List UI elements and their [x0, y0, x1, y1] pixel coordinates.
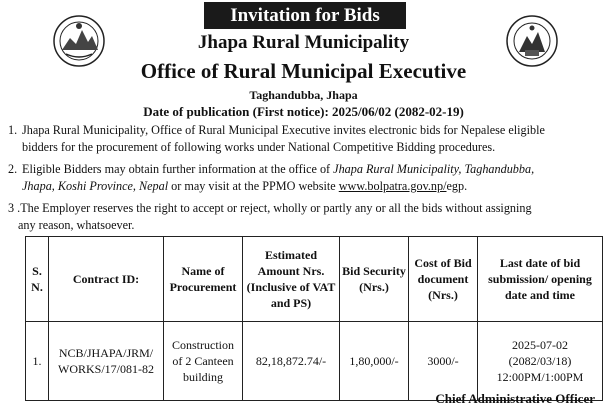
header-contract-id: Contract ID: — [49, 237, 164, 322]
table-header-row — [26, 237, 603, 322]
signature: Chief Administrative Officer — [435, 391, 595, 406]
header-cost: Cost of Bid document (Nrs.) — [409, 237, 478, 322]
office-location: Jhapa Rural Municipality, Taghandubba, — [333, 162, 535, 176]
date-bs: (2082/03/18) — [508, 354, 572, 368]
ppmo-website-link[interactable]: www.bolpatra.gov.np/ — [338, 179, 447, 193]
paragraph-2 — [8, 161, 603, 195]
notice-banner: Invitation for Bids — [204, 2, 406, 29]
date-ad: 2025-07-02 — [512, 338, 568, 352]
cell-name: Construction of 2 Canteen building — [164, 322, 243, 401]
paragraph-text: any reason, whatsoever. — [18, 218, 135, 232]
header-name: Name of Procurement — [164, 237, 243, 322]
header-security: Bid Security (Nrs.) — [340, 237, 409, 322]
cell-contract-id: NCB/JHAPA/JRM/ WORKS/17/081-82 — [49, 322, 164, 401]
paragraph-1 — [8, 122, 603, 156]
table-row — [26, 322, 603, 401]
cell-cost: 3000/- — [409, 322, 478, 401]
cell-estimated: 82,18,872.74/- — [243, 322, 340, 401]
paragraph-text: or may visit at the PPMO website — [168, 179, 339, 193]
office-title: Office of Rural Municipal Executive — [140, 59, 467, 83]
paragraph-text: .The Employer reserves the right to accept or reject, wholly or partly any or all the bids without assigning — [14, 201, 532, 215]
paragraph-3 — [8, 200, 603, 234]
time-range: 12:00PM/1:00PM — [496, 370, 584, 384]
paragraph-text: Jhapa Rural Municipality, Office of Rural Municipal Executive invites electronic bids for Nepalese eligible — [22, 123, 545, 137]
paragraph-number: 1. — [8, 123, 18, 137]
paragraph-text: bidders for the procurement of following works under National Competitive Bidding procedures. — [22, 140, 496, 154]
cell-date — [478, 322, 603, 401]
paragraph-number: 2. — [8, 162, 18, 176]
paragraph-number: 3 — [8, 201, 15, 215]
header-sn: S. N. — [26, 237, 49, 322]
paragraph-text: Eligible Bidders may obtain further information at the office of — [22, 162, 334, 176]
header-estimated: Estimated Amount Nrs. (Inclusive of VAT and PS) — [243, 237, 340, 322]
bids-table — [25, 236, 603, 401]
office-location: Jhapa, Koshi Province, Nepal — [22, 179, 169, 193]
org-name: Jhapa Rural Municipality — [197, 32, 410, 53]
office-address: Taghandubba, Jhapa — [249, 88, 358, 102]
header-last-date: Last date of bid submission/ opening date and time — [478, 237, 603, 322]
cell-security: 1,80,000/- — [340, 322, 409, 401]
cell-sn: 1. — [26, 322, 49, 401]
paragraph-text: egp. — [446, 179, 468, 193]
publication-date: Date of publication (First notice): 2025/06/02 (2082-02-19) — [143, 104, 464, 119]
